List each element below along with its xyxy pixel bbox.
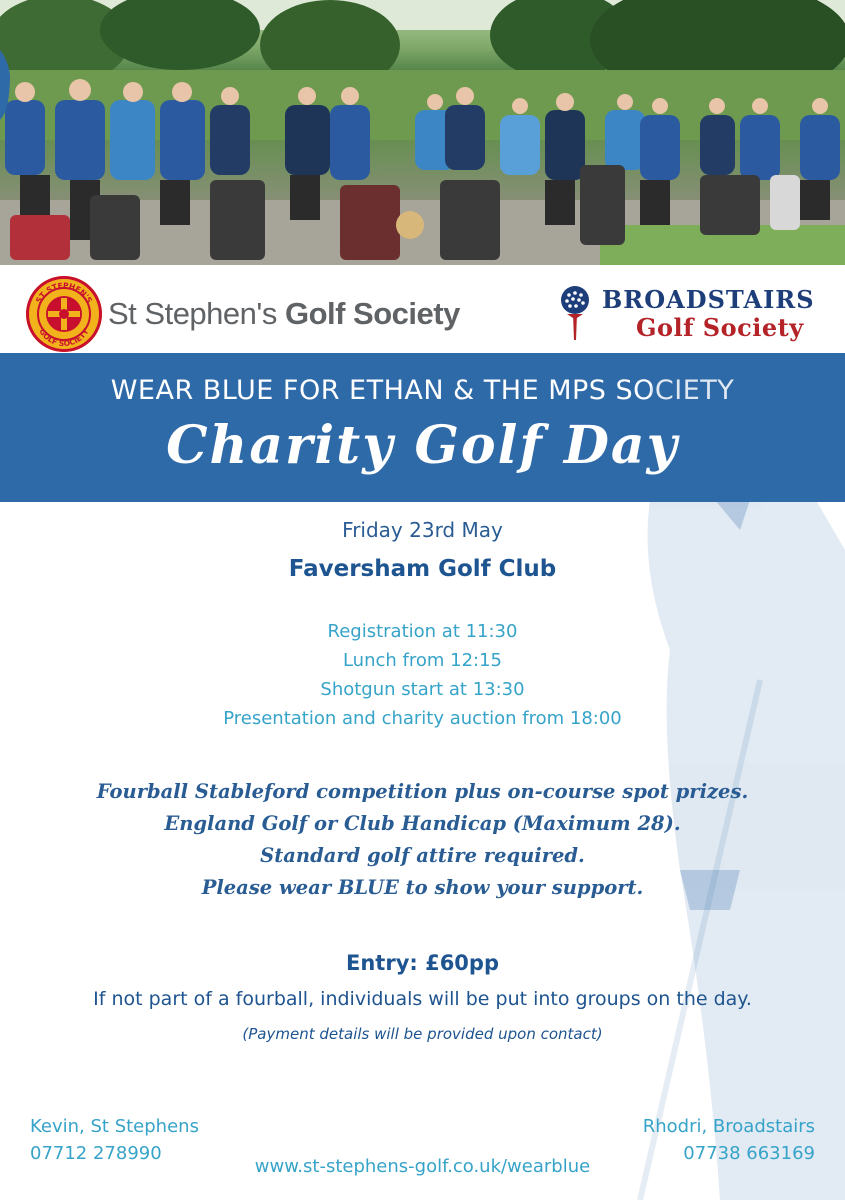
golfer-silhouette-icon [620, 350, 845, 1200]
contact-left-name: Kevin, St Stephens [30, 1116, 199, 1137]
contact-right-phone[interactable]: 07738 663169 [683, 1143, 815, 1164]
schedule-item: Shotgun start at 13:30 [320, 679, 525, 700]
individuals-note: If not part of a fourball, individuals will be put into groups on the day. [93, 988, 752, 1010]
website-link[interactable]: www.st-stephens-golf.co.uk/wearblue [254, 1156, 591, 1177]
schedule-item: Lunch from 12:15 [342, 650, 503, 671]
schedule-item: Registration at 11:30 [327, 621, 518, 642]
golf-ball-on-tee-icon [558, 284, 592, 344]
contact-left-phone[interactable]: 07712 278990 [30, 1143, 162, 1164]
rule-item: Standard golf attire required. [260, 844, 585, 867]
st-stephens-badge [26, 276, 102, 352]
group-photo [0, 0, 845, 265]
st-stephens-crest-icon [26, 276, 102, 352]
st-stephens-name-bold: Golf Society [284, 296, 460, 331]
st-stephens-name-regular: St Stephen's [108, 296, 277, 331]
badge-bottom-text: GOLF SOCIETY [37, 327, 91, 349]
contact-right-name: Rhodri, Broadstairs [642, 1116, 815, 1137]
banner-subtitle: WEAR BLUE FOR ETHAN & THE MPS SOCIETY [110, 375, 735, 406]
payment-note: (Payment details will be provided upon contact) [242, 1025, 603, 1043]
broadstairs-name-line2: Golf Society [636, 313, 804, 342]
badge-top-text: ST STEPHEN'S [33, 280, 95, 305]
schedule-list [0, 617, 845, 733]
broadstairs-name-line1: BROADSTAIRS [602, 285, 815, 314]
event-venue: Faversham Golf Club [288, 556, 557, 582]
rule-item: England Golf or Club Handicap (Maximum 28). [164, 812, 681, 835]
banner-title: Charity Golf Day [166, 415, 679, 476]
rule-item: Fourball Stableford competition plus on-course spot prizes. [96, 780, 749, 803]
event-date: Friday 23rd May [342, 518, 503, 542]
st-stephens-name [108, 296, 460, 332]
entry-price: Entry: £60pp [346, 951, 499, 975]
rule-item: Please wear BLUE to show your support. [201, 876, 644, 899]
group-photo-illustration [0, 0, 845, 265]
schedule-item: Presentation and charity auction from 18:00 [223, 708, 622, 729]
rules-list [0, 776, 845, 904]
